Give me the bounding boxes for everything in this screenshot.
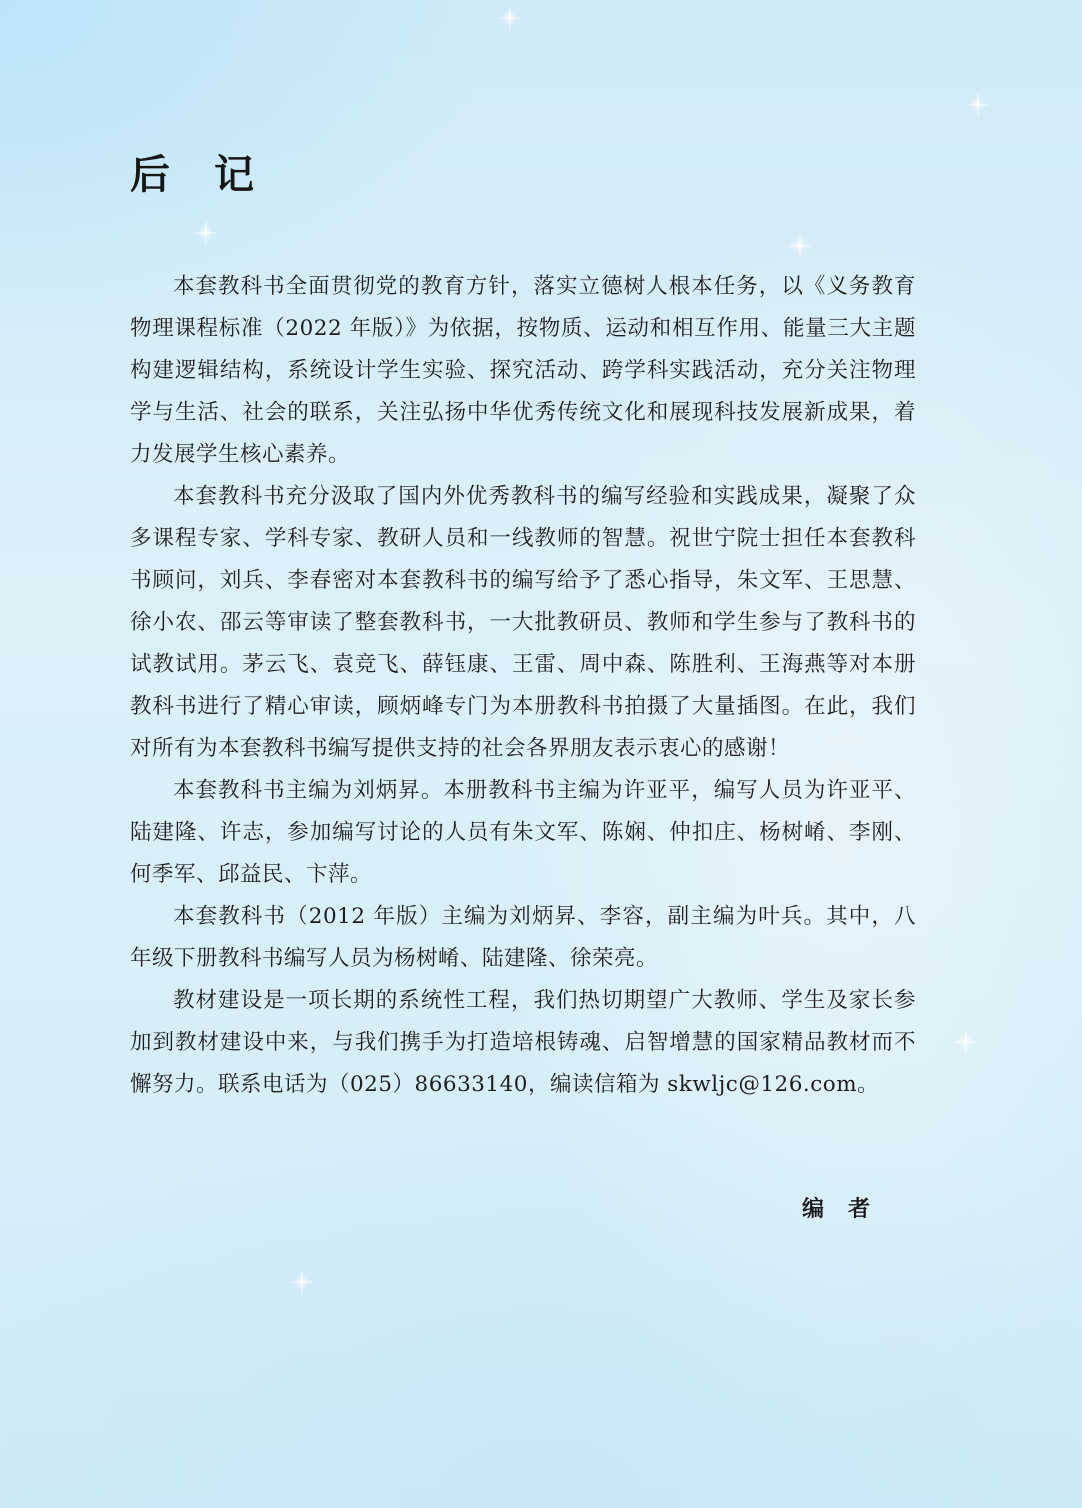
paragraph-2: 本套教科书充分汲取了国内外优秀教科书的编写经验和实践成果，凝聚了众多课程专家、学科专家、教研人员和一线教师的智慧。祝世宁院士担任本套教科书顾问，刘兵、李春密对本套教科书的编写给予了悉心指导，朱文军、王思慧、徐小农、邵云等审读了整套教科书，一大批教研员、教师和学生参与了教科书的试教试用。茅云飞、袁竞飞、薛钰康、王雷、周中森、陈胜利、王海燕等对本册教科书进行了精心审读，顾炳峰专门为本册教科书拍摄了大量插图。在此，我们对所有为本套教科书编写提供支持的社会各界朋友表示衷心的感谢！ bbox=[130, 484, 916, 761]
sparkle-decoration bbox=[964, 1040, 967, 1043]
afterword-body bbox=[130, 266, 916, 1106]
sparkle-decoration bbox=[508, 16, 511, 19]
sparkle-decoration bbox=[204, 231, 207, 234]
paragraph-5: 教材建设是一项长期的系统性工程，我们热切期望广大教师、学生及家长参加到教材建设中来，与我们携手为打造培根铸魂、启智增慧的国家精品教材而不懈努力。联系电话为（025）86633140，编读信箱为 skwljc@126.com。 bbox=[130, 988, 916, 1097]
sparkle-decoration bbox=[976, 103, 979, 106]
sparkle-decoration bbox=[300, 1280, 303, 1283]
page-title: 后记 bbox=[130, 152, 298, 198]
signature: 编者 bbox=[801, 1197, 894, 1222]
paragraph-1: 本套教科书全面贯彻党的教育方针，落实立德树人根本任务，以《义务教育物理课程标准（2022 年版）》为依据，按物质、运动和相互作用、能量三大主题构建逻辑结构，系统设计学生实验、探究活动、跨学科实践活动，充分关注物理学与生活、社会的联系，关注弘扬中华优秀传统文化和展现科技发展新成果，着力发展学生核心素养。 bbox=[130, 274, 916, 467]
paragraph-3: 本套教科书主编为刘炳昇。本册教科书主编为许亚平，编写人员为许亚平、陆建隆、许志，参加编写讨论的人员有朱文军、陈娴、仲扣庄、杨树崤、李刚、何季军、邱益民、卞萍。 bbox=[130, 778, 916, 887]
sparkle-decoration bbox=[798, 244, 801, 247]
paragraph-4: 本套教科书（2012 年版）主编为刘炳昇、李容，副主编为叶兵。其中，八年级下册教科书编写人员为杨树崤、陆建隆、徐荣亮。 bbox=[130, 904, 916, 971]
